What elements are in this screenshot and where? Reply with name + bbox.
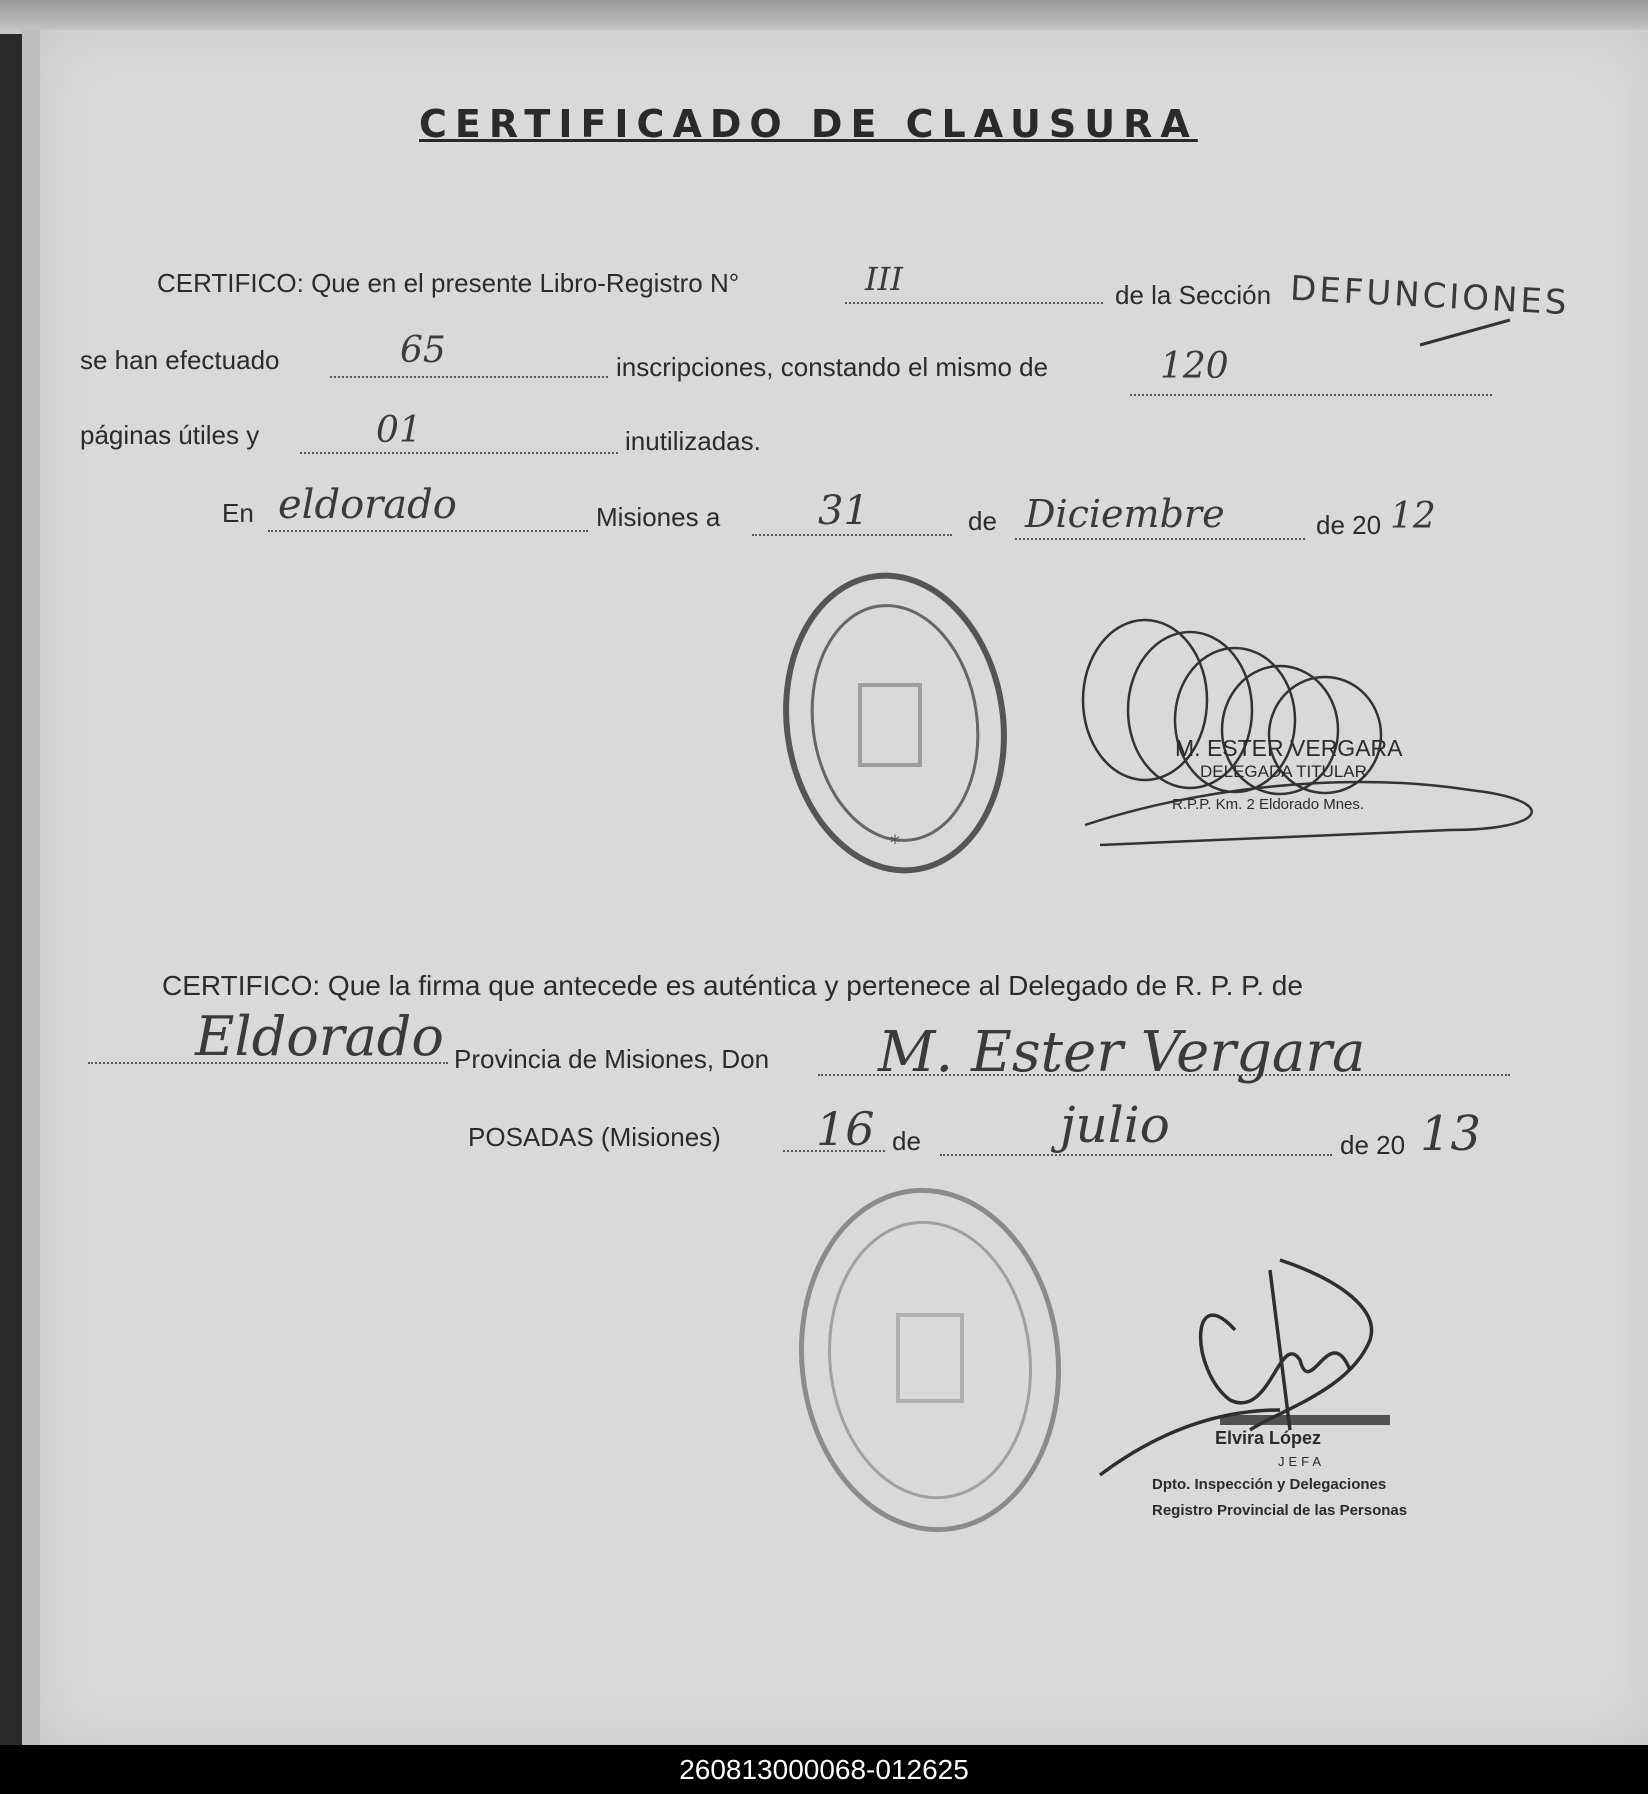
month2-dotted-line — [940, 1154, 1332, 1156]
delegation-place-handwritten: Eldorado — [195, 1005, 444, 1068]
page-title: CERTIFICADO DE CLAUSURA — [419, 102, 1198, 146]
inscripciones-count: 65 — [400, 330, 446, 371]
cert1-line2-prefix: se han efectuado — [80, 345, 280, 375]
official-stamp-2 — [785, 1178, 1075, 1543]
stamp1-star: * — [890, 831, 900, 855]
official-stamp-1 — [767, 561, 1022, 884]
cert1-line3-suffix: inutilizadas. — [625, 426, 761, 456]
cert1-line2-mid: inscripciones, constando el mismo de — [616, 352, 1049, 382]
place-handwritten: eldorado — [278, 482, 457, 528]
signature2-office: Registro Provincial de las Personas — [1152, 1502, 1408, 1519]
year2-handwritten: 13 — [1420, 1106, 1482, 1162]
delegate-name-handwritten: M. Ester Vergara — [878, 1020, 1366, 1085]
signature2-name: Elvira López — [1215, 1428, 1322, 1448]
cert1-place-prefix: En — [222, 498, 254, 528]
cert1-line1-prefix: CERTIFICO: Que en el presente Libro-Registro N° — [157, 268, 740, 298]
cert1-place-mid: Misiones a — [596, 502, 721, 532]
year-handwritten: 12 — [1390, 496, 1436, 537]
day2-handwritten: 16 — [816, 1102, 875, 1156]
month2-handwritten: julio — [1060, 1096, 1170, 1154]
seccion-value: DEFUNCIONES — [1289, 268, 1571, 324]
cert2-year-prefix: de 20 — [1340, 1130, 1406, 1160]
scan-id-footer: 260813000068-012625 — [0, 1745, 1648, 1794]
inutilizadas-count: 01 — [376, 410, 422, 451]
certificate-page — [22, 30, 1648, 1745]
cert1-year-prefix: de 20 — [1316, 510, 1382, 540]
cert1-de: de — [968, 506, 997, 536]
signature2-dept: Dpto. Inspección y Delegaciones — [1152, 1476, 1387, 1493]
signature1-name: M. ESTER VERGARA — [1175, 735, 1403, 761]
cert2-line2-mid: Provincia de Misiones, Don — [454, 1044, 770, 1074]
cert2-place-date-prefix: POSADAS (Misiones) — [468, 1122, 721, 1152]
day-handwritten: 31 — [818, 488, 869, 534]
signature1-role: DELEGADA TITULAR — [1200, 762, 1367, 781]
paginas-utiles: 120 — [1160, 346, 1229, 387]
stamps-and-signatures-layer — [40, 30, 1648, 1745]
cert2-de: de — [892, 1126, 921, 1156]
seccion-label: de la Sección — [1115, 280, 1272, 310]
cert2-line1: CERTIFICO: Que la firma que antecede es auténtica y pertenece al Delegado de R. P. P. de — [162, 970, 1303, 1001]
month-handwritten: Diciembre — [1025, 492, 1225, 536]
registro-numero: III — [865, 260, 903, 298]
signature2-role: JEFA — [1278, 1454, 1326, 1469]
cert1-line3-prefix: páginas útiles y — [80, 420, 260, 450]
signature1-office: R.P.P. Km. 2 Eldorado Mnes. — [1172, 796, 1365, 813]
book-top-edge — [0, 0, 1648, 34]
